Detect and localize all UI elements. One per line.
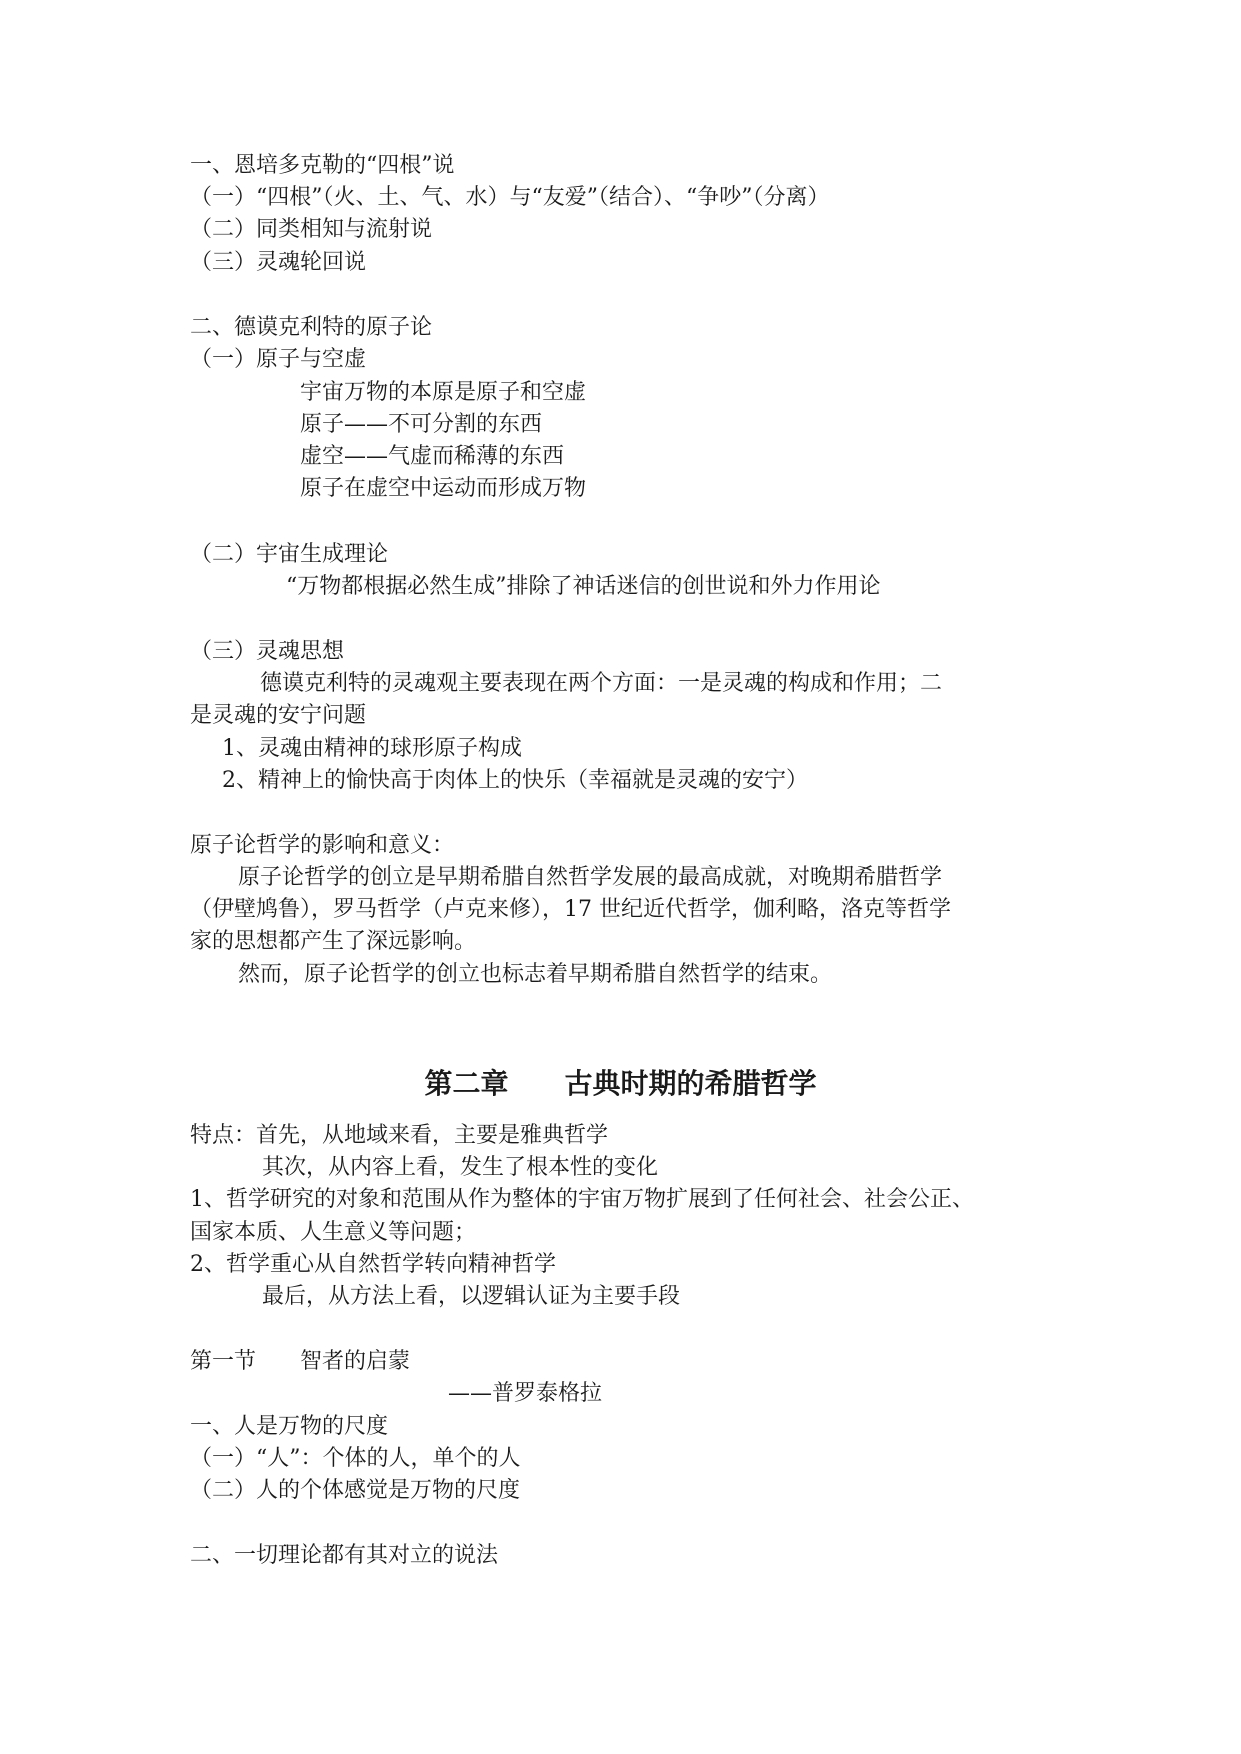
text-line: “万物都根据必然生成”排除了神话迷信的创世说和外力作用论 <box>286 574 881 599</box>
subheading-like-knows-like: （二）同类相知与流射说 <box>190 217 433 242</box>
text-line: 原子在虚空中运动而形成万物 <box>300 476 587 501</box>
section-subtitle: ——普罗泰格拉 <box>448 1381 603 1406</box>
heading-empedocles: 一、恩培多克勒的“四根”说 <box>190 153 455 178</box>
heading-opposing-arguments: 二、一切理论都有其对立的说法 <box>190 1543 499 1568</box>
list-item: 1、哲学研究的对象和范围从作为整体的宇宙万物扩展到了任何社会、社会公正、 <box>190 1187 974 1212</box>
paragraph-line: 家的思想都产生了深远影响。 <box>190 929 477 954</box>
heading-influence: 原子论哲学的影响和意义： <box>190 833 455 858</box>
subheading-cosmogony: （二）宇宙生成理论 <box>190 542 389 567</box>
paragraph-line: 原子论哲学的创立是早期希腊自然哲学发展的最高成就，对晚期希腊哲学 <box>238 865 943 890</box>
subheading-individual: （一）“人”：个体的人，单个的人 <box>190 1446 521 1471</box>
paragraph-line: （伊壁鸠鲁），罗马哲学（卢克来修），17 世纪近代哲学，伽利略，洛克等哲学 <box>190 897 951 922</box>
heading-man-measure: 一、人是万物的尺度 <box>190 1414 389 1439</box>
text-line: 虚空——气虚而稀薄的东西 <box>300 444 565 469</box>
list-item: 1、灵魂由精神的球形原子构成 <box>222 736 522 761</box>
features-line: 特点：首先，从地域来看，主要是雅典哲学 <box>190 1123 609 1148</box>
subheading-four-roots: （一）“四根”（火、土、气、水）与“友爱”（结合）、“争吵”（分离） <box>190 185 830 210</box>
subheading-soul-thought: （三）灵魂思想 <box>190 639 345 664</box>
paragraph-line: 德谟克利特的灵魂观主要表现在两个方面：一是灵魂的构成和作用；二 <box>260 671 943 696</box>
list-item: 2、精神上的愉快高于肉体上的快乐（幸福就是灵魂的安宁） <box>222 768 808 793</box>
subheading-perception: （二）人的个体感觉是万物的尺度 <box>190 1478 521 1503</box>
paragraph-line: 然而，原子论哲学的创立也标志着早期希腊自然哲学的结束。 <box>238 962 833 987</box>
list-item-continuation: 国家本质、人生意义等问题； <box>190 1220 477 1245</box>
heading-democritus: 二、德谟克利特的原子论 <box>190 315 433 340</box>
text-line: 宇宙万物的本原是原子和空虚 <box>300 380 587 405</box>
section-title: 第一节 智者的启蒙 <box>190 1349 411 1374</box>
list-item: 2、哲学重心从自然哲学转向精神哲学 <box>190 1252 556 1277</box>
features-line: 最后，从方法上看，以逻辑认证为主要手段 <box>262 1284 681 1309</box>
subheading-atoms-void: （一）原子与空虚 <box>190 347 367 372</box>
features-line: 其次，从内容上看，发生了根本性的变化 <box>262 1155 659 1180</box>
chapter-title: 第二章 古典时期的希腊哲学 <box>424 1067 817 1100</box>
subheading-transmigration: （三）灵魂轮回说 <box>190 250 367 275</box>
text-line: 原子——不可分割的东西 <box>300 412 543 437</box>
paragraph-line: 是灵魂的安宁问题 <box>190 703 367 728</box>
